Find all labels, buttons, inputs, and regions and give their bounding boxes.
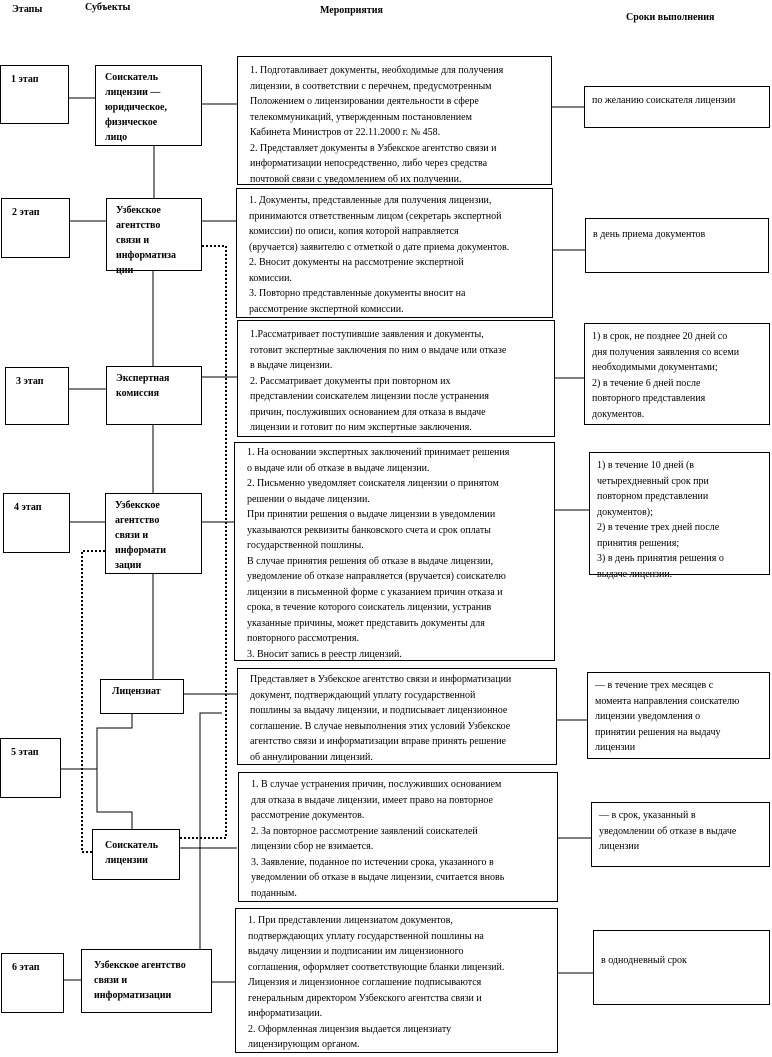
connector bbox=[97, 714, 132, 829]
subject-applicant-legal-entity: Соискатель лицензии — юридическое, физическое лицо bbox=[95, 65, 202, 146]
subject-licensee: Лицензиат bbox=[100, 679, 184, 714]
deadline-box-applicant: — в срок, указанный в уведомлении об отказе в выдаче лицензии bbox=[591, 802, 770, 867]
stage-4-box: 4 этап bbox=[3, 493, 70, 553]
connector bbox=[200, 713, 222, 949]
stage-1-box: 1 этап bbox=[0, 65, 69, 124]
deadline-box-stage-6: в однодневный срок bbox=[593, 930, 770, 1005]
subject-uzbek-agency-stage-6: Узбекское агентство связи и информатизации bbox=[81, 949, 212, 1013]
action-box-stage-3: 1.Рассматривает поступившие заявления и документы, готовит экспертные заключения по ним о выдаче или отказе в выдаче лицензии. 2. Рассматривает документы при повторном их представлении соискателем лицензии после устранения причин, послуживших основанием для отказа в выдаче лицензии и готовит по ним экспертные заключения. bbox=[237, 320, 555, 437]
column-header-stages: Этапы bbox=[12, 4, 43, 15]
column-header-subjects: Субъекты bbox=[85, 2, 131, 13]
deadline-box-stage-3: 1) в срок, не позднее 20 дней со дня получения заявления со всеми необходимыми документами; 2) в течение 6 дней после повторного представления документов. bbox=[584, 323, 770, 425]
stage-5-box: 5 этап bbox=[0, 738, 61, 798]
subject-uzbek-agency-stage-2: Узбекское агентство связи и информатиза ции bbox=[106, 198, 202, 271]
stage-6-box: 6 этап bbox=[1, 953, 64, 1013]
action-box-applicant: 1. В случае устранения причин, послуживших основанием для отказа в выдаче лицензии, имеет право на повторное рассмотрение документов. 2. За повторное рассмотрение заявлений соискателей лицензии сбор не взимается. 3. Заявление, поданное по истечении срока, указанного в уведомлении об отказе в выдаче лицензии, считается вновь поданным. bbox=[238, 772, 558, 902]
deadline-box-stage-4: 1) в течение 10 дней (в четырехдневный срок при повторном представлении документов); 2) в течение трех дней после принятия решения; 3) в день принятия решения о выдаче лицензии. bbox=[589, 452, 770, 575]
subject-expert-commission: Экспертная комиссия bbox=[106, 366, 202, 425]
action-box-stage-4: 1. На основании экспертных заключений принимает решения о выдаче или об отказе в выдаче лицензии. 2. Письменно уведомляет соискателя лицензии о принятом решении о выдаче лицензии. При принятии решения о выдаче лицензии в уведомлении указываются реквизиты банковского счета и срок оплаты государственной пошлины. В случае принятия решения об отказе в выдаче лицензии, уведомление об отказе направляется (вручается) соискателю лицензии в письменной форме с указанием причин отказа и срока, в течение которого соискатель лицензии, устранив указанные причины, может представить документы для повторного рассмотрения. 3. Вносит запись в реестр лицензий. bbox=[234, 442, 555, 661]
column-header-deadlines: Сроки выполнения bbox=[626, 12, 715, 23]
action-box-stage-1: 1. Подготавливает документы, необходимые для получения лицензии, в соответствии с перечнем, предусмотренным Положением о лицензировании деятельности в сфере телекоммуникаций, утвержденным постановлением Кабинета Министров от 22.11.2000 г. № 458. 2. Представляет документы в Узбекское агентство связи и информатизации непосредственно, либо через средства почтовой связи с уведомлением об их получении. bbox=[237, 56, 552, 185]
subject-license-applicant: Соискатель лицензии bbox=[92, 829, 180, 880]
subject-uzbek-agency-stage-4: Узбекское агентство связи и информати зации bbox=[105, 493, 202, 574]
action-box-stage-6: 1. При представлении лицензиатом документов, подтверждающих уплату государственной пошлины на выдачу лицензии и подписании им лицензионного соглашения, оформляет соответствующие бланки лицензий. Лицензия и лицензионное соглашение подписываются генеральным директором Узбекского агентства связи и информатизации. 2. Оформленная лицензия выдается лицензиату лицензирующим органом. bbox=[235, 908, 558, 1053]
stage-2-box: 2 этап bbox=[1, 198, 70, 258]
stage-3-box: 3 этап bbox=[5, 367, 69, 425]
column-header-actions: Мероприятия bbox=[320, 5, 383, 16]
deadline-box-licensee: — в течение трех месяцев с момента направления соискателю лицензии уведомления о принятии решения на выдачу лицензии bbox=[587, 672, 770, 759]
deadline-box-stage-1: по желанию соискателя лицензии bbox=[584, 86, 770, 128]
action-box-stage-2: 1. Документы, представленные для получения лицензии, принимаются ответственным лицом (секретарь экспертной комиссии) по описи, копия которой направляется (вручается) заявителю с отметкой о дате приема документов. 2. Вносит документы на рассмотрение экспертной комиссии. 3. Повторно представленные документы вносит на рассмотрение экспертной комиссии. bbox=[236, 188, 553, 318]
deadline-box-stage-2: в день приема документов bbox=[585, 218, 769, 273]
action-box-licensee: Представляет в Узбекское агентство связи и информатизации документ, подтверждающий уплату государственной пошлины за выдачу лицензии, и подписывает лицензионное соглашение. В случае невыполнения этих условий Узбекское агентство связи и информатизации вправе принять решение об аннулировании лицензий. bbox=[237, 668, 557, 765]
